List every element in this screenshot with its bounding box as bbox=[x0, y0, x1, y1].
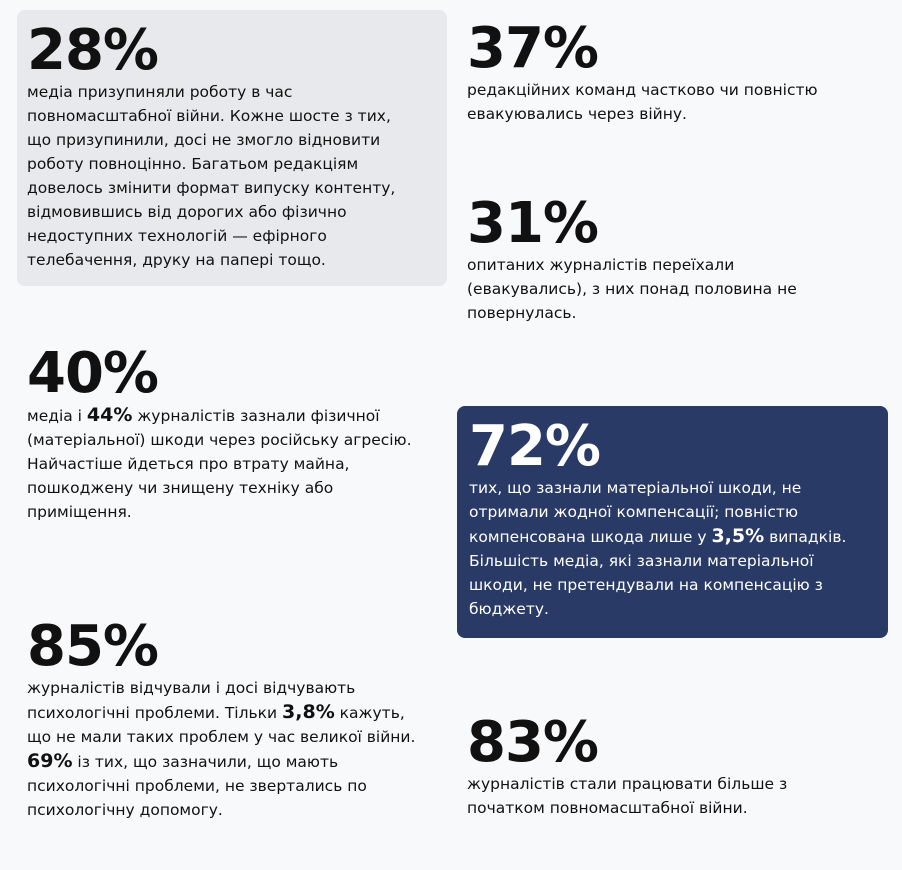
stat-text-72-part1: тих, що зазнали матеріальної шкоди, не отримали жодної компенсації; повністю компенсована шкода лише у bbox=[469, 479, 802, 546]
stat-text-40 bbox=[27, 403, 417, 524]
stat-text-28: медіа призупиняли роботу в час повномасштабної війни. Кожне шосте з тих, що призупинили, досі не змогло відновити роботу повноцінно. Багатьом редакціям довелось змінити формат випуску контенту, відмовившись від дорогих або фізично недоступних технологій — ефірного телебачення, друку на папері тощо. bbox=[27, 83, 396, 269]
stat-value-85: 85% bbox=[27, 614, 159, 679]
stat-value-37: 37% bbox=[467, 16, 599, 81]
stat-text-85-part2: кажуть, що не мали таких проблем у час великої війни. bbox=[27, 704, 416, 746]
stat-text-85-part1: журналістів відчували і досі відчувають психологічні проблеми. Тільки bbox=[27, 679, 356, 722]
stat-text-83: журналістів стали працювати більше з початком повномасштабної війни. bbox=[467, 775, 788, 817]
stat-card-85 bbox=[27, 614, 447, 822]
stat-text-72-part2: випадків. Більшість медіа, які зазнали матеріальної шкоди, не претендували на компенсацію з бюджету. bbox=[469, 528, 847, 618]
stat-text-37: редакційних команд частково чи повністю евакуювались через війну. bbox=[467, 81, 818, 123]
stat-text-31: опитаних журналістів переїхали (евакувались), з них понад половина не повернулась. bbox=[467, 256, 797, 322]
stat-text-40-part1: медіа і bbox=[27, 407, 82, 425]
stat-text-72 bbox=[469, 476, 869, 621]
stat-highlight-44: 44% bbox=[86, 404, 133, 426]
stat-value-72: 72% bbox=[469, 414, 601, 479]
stat-value-28: 28% bbox=[27, 18, 159, 83]
stat-highlight-69: 69% bbox=[27, 750, 73, 772]
stat-value-83: 83% bbox=[467, 710, 599, 775]
stat-card-28 bbox=[17, 10, 447, 286]
stat-text-85 bbox=[27, 676, 427, 822]
stat-card-40 bbox=[27, 341, 447, 524]
stat-text-85-part3: із тих, що зазначили, що мають психологічні проблеми, не звертались по психологічну допомогу. bbox=[27, 753, 367, 819]
stat-highlight-3-5: 3,5% bbox=[711, 525, 765, 547]
stat-value-31: 31% bbox=[467, 191, 599, 256]
stat-card-83 bbox=[467, 710, 887, 820]
stat-card-37 bbox=[467, 16, 887, 126]
stat-card-72 bbox=[457, 406, 888, 638]
stat-text-40-part2: журналістів зазнали фізичної (матеріальної) шкоди через російську агресію. Найчастіше йдеться про втрату майна, пошкоджену чи знищену техніку або приміщення. bbox=[27, 407, 412, 521]
stat-highlight-3-8: 3,8% bbox=[282, 701, 335, 723]
stat-value-40: 40% bbox=[27, 341, 159, 406]
stat-card-31 bbox=[467, 191, 887, 325]
